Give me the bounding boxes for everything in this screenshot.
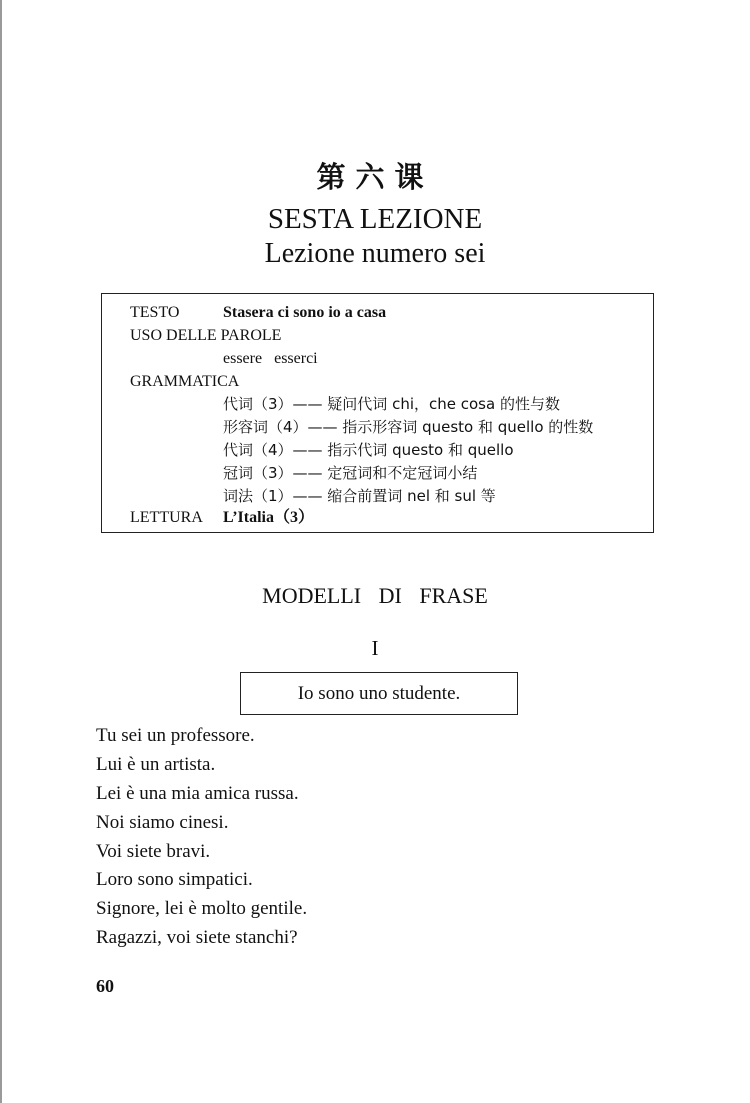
testo-label: TESTO — [130, 304, 180, 321]
testo-value: Stasera ci sono io a casa — [223, 304, 387, 321]
lesson-title: SESTA LEZIONE — [267, 203, 483, 235]
section-number: I — [371, 636, 379, 660]
example-sentence: Loro sono simpatici. — [96, 869, 253, 890]
boxed-sentence: Io sono uno studente. — [240, 672, 518, 715]
page-number: 60 — [96, 976, 114, 996]
example-sentence: Voi siete bravi. — [96, 841, 211, 862]
grammatica-item: 冠词（3）—— 定冠词和不定冠词小结 — [223, 464, 478, 482]
grammatica-item: 代词（4）—— 指示代词 questo 和 quello — [223, 441, 514, 459]
example-sentence: Signore, lei è molto gentile. — [96, 898, 308, 919]
uso-label: USO DELLE PAROLE — [130, 327, 282, 344]
lettura-value: L’Italia（3） — [223, 509, 314, 526]
example-sentence: Ragazzi, voi siete stanchi? — [96, 927, 298, 948]
example-sentence: Lei è una mia amica russa. — [96, 783, 299, 804]
grammatica-item: 词法（1）—— 缩合前置词 nel 和 sul 等 — [223, 487, 496, 505]
grammatica-item: 形容词（4）—— 指示形容词 questo 和 quello 的性数 — [223, 418, 594, 436]
example-sentence: Tu sei un professore. — [96, 725, 255, 746]
chapter-title: 第六课 — [316, 160, 434, 194]
example-sentence: Lui è un artista. — [96, 754, 216, 775]
grammatica-label: GRAMMATICA — [130, 373, 240, 390]
lesson-subtitle: Lezione numero sei — [264, 238, 486, 269]
grammatica-item: 代词（3）—— 疑问代词 chi，che cosa 的性与数 — [223, 395, 560, 413]
lettura-label: LETTURA — [130, 509, 203, 526]
section-title: MODELLI DI FRASE — [262, 583, 488, 608]
uso-value: essere esserci — [223, 350, 318, 367]
example-sentence: Noi siamo cinesi. — [96, 812, 229, 833]
lesson-contents-box — [101, 293, 654, 533]
